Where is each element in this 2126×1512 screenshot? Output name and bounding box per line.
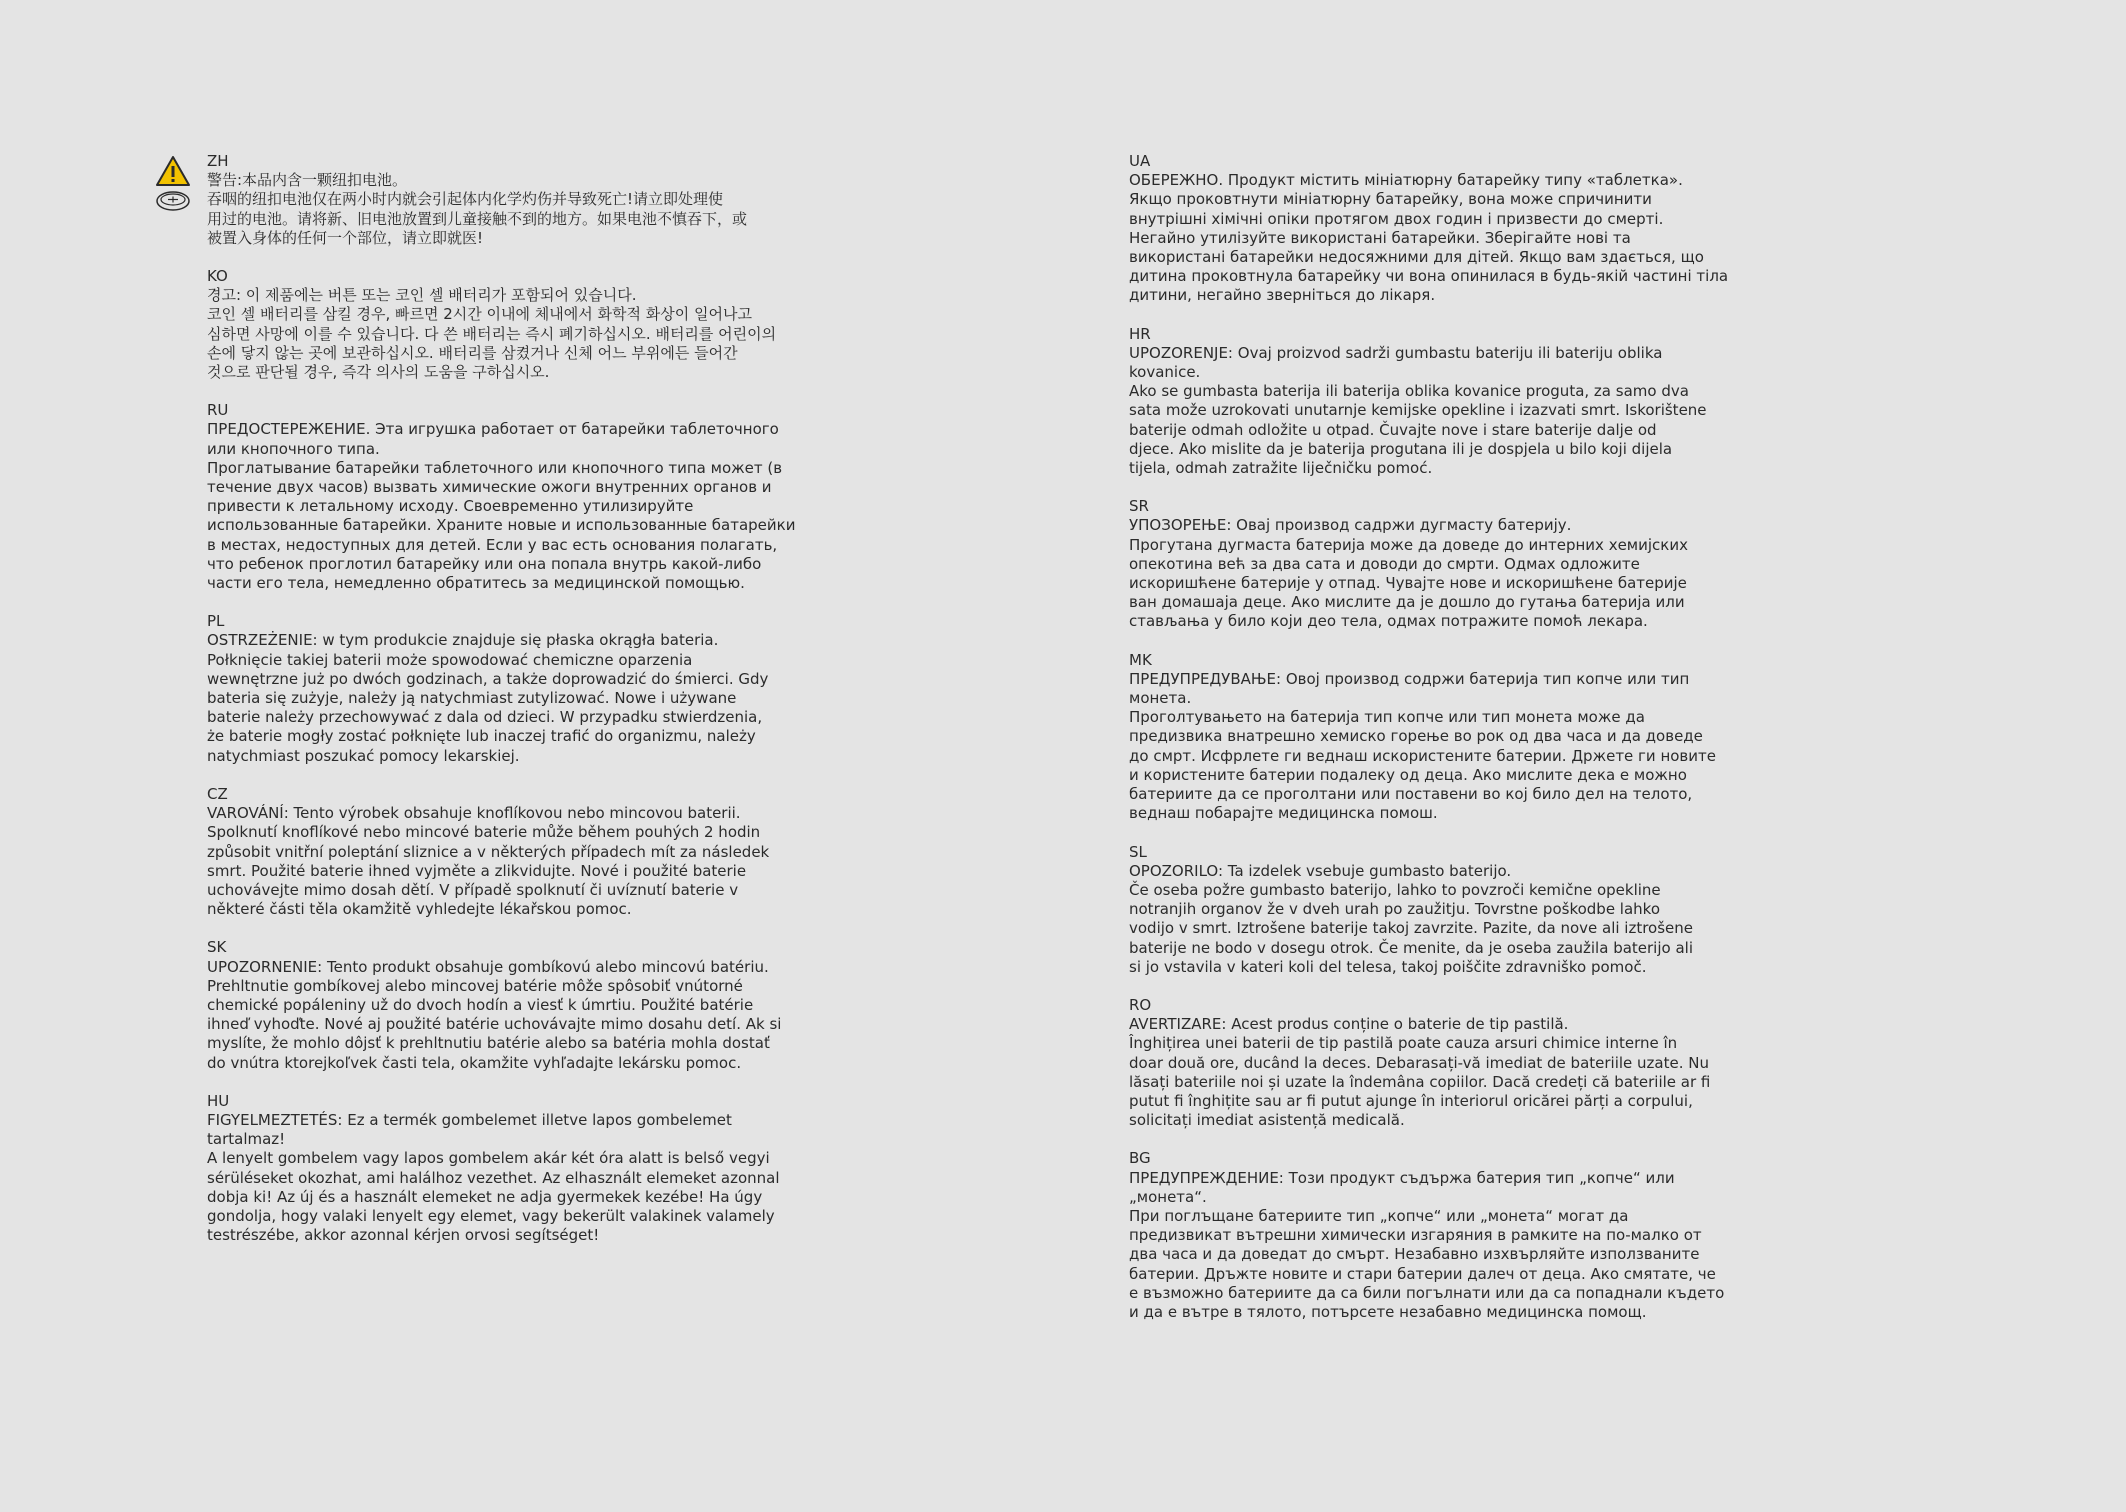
section-sr [1129, 497, 1769, 631]
section-mk [1129, 651, 1769, 824]
section-pl [207, 612, 847, 766]
language-code: SL [1129, 842, 1147, 861]
language-code: MK [1129, 650, 1152, 669]
section-hu [207, 1092, 847, 1246]
language-code: KO [207, 267, 228, 286]
warning-title: ПРЕДОСТЕРЕЖЕНИЕ. Эта игрушка работает от батарейки таблеточного или кнопочного типа. [207, 420, 779, 458]
section-sl [1129, 843, 1769, 977]
warning-body: Прогутана дугмаста батерија може да доведе до интерних хемијских опекотина већ за два сата и доводи до смрти. Одмах одложите искоришћене батерије у отпад. Чувајте нове и искоришћене батерије ван домашаја деце. Ако мислите да је дошло до гутања батерија или стављања у било који део тела, одмах потражите помоћ лекара. [1129, 535, 1688, 631]
warning-body: 吞咽的纽扣电池仅在两小时内就会引起体内化学灼伤并导致死亡!请立即处理使 用过的电池。请将新、旧电池放置到儿童接触不到的地方。如果电池不慎吞下，或 被置入身体的任何一个部位，请立即就医! [207, 190, 748, 247]
language-code: HU [207, 1091, 230, 1110]
section-ko [207, 267, 847, 382]
warning-title: УПОЗОРЕЊЕ: Овај производ садржи дугмасту батерију. [1129, 516, 1572, 535]
warning-title: VAROVÁNÍ: Tento výrobek obsahuje knoflíkovou nebo mincovou baterii. [207, 804, 741, 823]
warning-title: 경고: 이 제품에는 버튼 또는 코인 셀 배터리가 포함되어 있습니다. [207, 286, 637, 305]
warning-body: Înghițirea unei baterii de tip pastilă poate cauza arsuri chimice interne în doar două ore, ducând la deces. Debarasați-vă imediat de bateriile uzate. Nu lăsați bateriile noi și uzate la îndemâna copiilor. Dacă credeți că bateriile ar fi putut fi înghițite sau ar fi putut ajunge în interiorul oricărei părți a corpului, solicitați imediat asistență medicală. [1129, 1034, 1711, 1130]
language-code: PL [207, 612, 225, 631]
section-ua [1129, 152, 1769, 306]
language-code: RU [207, 401, 229, 420]
warning-body: При поглъщане батериите тип „копче“ или „монета“ могат да предизвикат вътрешни химически изгаряния в рамките на по-малко от два часа и да доведат до смърт. Незабавно изхвърляйте използваните батерии. Дръжте новите и стари батерии далеч от деца. Ако смятате, че е възможно батериите да са били погълнати или да са попаднали където и да е вътре в тялото, потърсете незабавно медицинска помощ. [1129, 1206, 1725, 1321]
warning-body: Ako se gumbasta baterija ili baterija oblika kovanice proguta, za samo dva sata može uzrokovati unutarnje kemijske opekline i izazvati smrt. Iskorištene baterije odmah odložite u otpad. Čuvajte nove i stare baterije dalje od djece. Ako mislite da je baterija progutana ili je dospjela u bilo koji dijela tijela, odmah zatražite liječničku pomoć. [1129, 382, 1707, 478]
warning-body: Połknięcie takiej baterii może spowodować chemiczne oparzenia wewnętrzne już po dwóch godzinach, a także doprowadzić do śmierci. Gdy bateria się zużyje, należy ją natychmiast zutylizować. Nowe i używane baterie należy przechowywać z dala od dzieci. W przypadku stwierdzenia, że baterie mogły zostać połknięte lub inaczej trafić do organizmu, należy natychmiast poszukać pomocy lekarskiej. [207, 650, 769, 765]
language-code: UA [1129, 152, 1151, 170]
warning-body: Проголтувањето на батерија тип копче или тип монета може да предизвика внатрешно хемиско горење во рок од два часа и да доведе до смрт. Исфрлете ги веднаш искористените батерии. Држете ги новите и користените батерии подалеку од деца. Ако мислите дека е можно батериите да се проголтани или поставени во кој било дел на телото, веднаш побарајте медицинска помош. [1129, 708, 1716, 823]
warning-title: ОБЕРЕЖНО. Продукт містить мініатюрну батарейку типу «таблетка». [1129, 171, 1683, 190]
language-code: BG [1129, 1149, 1151, 1168]
language-code: CZ [207, 784, 228, 803]
warning-body: Spolknutí knoflíkové nebo mincové baterie může během pouhých 2 hodin způsobit vnitřní poleptání sliznice a v některých případech mít za následek smrt. Použité baterie ihned vyjměte a zlikvidujte. Nové i použité baterie uchovávejte mimo dosah dětí. V případě spolknutí či uvíznutí baterie v některé části těla okamžitě vyhledejte lékařskou pomoc. [207, 823, 770, 919]
language-code: HR [1129, 324, 1151, 343]
warning-title: OSTRZEŻENIE: w tym produkcie znajduje się płaska okrągła bateria. [207, 631, 719, 650]
warning-triangle-icon [155, 155, 191, 187]
language-code: SR [1129, 497, 1149, 516]
left-column [207, 152, 847, 1264]
section-bg [1129, 1149, 1769, 1322]
right-column [1129, 152, 1769, 1341]
warning-title: UPOZORENJE: Ovaj proizvod sadrži gumbastu bateriju ili bateriju oblika kovanice. [1129, 343, 1663, 382]
warning-title: UPOZORNENIE: Tento produkt obsahuje gombíkovú alebo mincovú batériu. [207, 957, 769, 976]
language-code: RO [1129, 995, 1152, 1014]
warning-body: Če oseba požre gumbasto baterijo, lahko to povzroči kemične opekline notranjih organov že v dveh urah po zaužitju. Tovrstne poškodbe lahko vodijo v smrt. Iztrošene baterije takoj zavrzite. Pazite, da nove ali iztrošene baterije ne bodo v dosegu otrok. Če menite, da je oseba zaužila baterijo ali si jo vstavila v kateri koli del telesa, takoj poiščite zdravniško pomoč. [1129, 880, 1694, 976]
language-code: SK [207, 938, 227, 957]
warning-title: AVERTIZARE: Acest produs conține o baterie de tip pastilă. [1129, 1015, 1569, 1034]
coin-battery-icon [155, 190, 191, 212]
warning-body: Якщо проковтнути мініатюрну батарейку, вона може спричинити внутрішні хімічні опіки протягом двох годин і призвести до смерті. Негайно утилізуйте використані батарейки. Зберігайте нові та використані батарейки недосяжними для дітей. Якщо вам здається, що дитина проковтнула батарейку чи вона опинилася в будь-якій частині тіла дитини, негайно зверніться до лікаря. [1129, 190, 1729, 305]
warning-body: A lenyelt gombelem vagy lapos gombelem akár két óra alatt is belső vegyi sérüléseket okozhat, ami halálhoz vezethet. Az elhasznált elemeket azonnal dobja ki! Az új és a használt elemeket ne adja gyermekek kezébe! Ha úgy gondolja, hogy valaki lenyelt egy elemet, vagy bekerült valakinek valamely testrészébe, akkor azonnal kérjen orvosi segítséget! [207, 1149, 780, 1245]
warning-body: 코인 셀 배터리를 삼킬 경우, 빠르면 2시간 이내에 체내에서 화학적 화상이 일어나고 심하면 사망에 이를 수 있습니다. 다 쓴 배터리는 즉시 폐기하십시오. 배터리를 어린이의 손에 닿지 않는 곳에 보관하십시오. 배터리를 삼켰거나 신체 어느 부위에든 들어간 것으로 판단될 경우, 즉각 의사의 도움을 구하십시오. [207, 305, 777, 382]
warning-body: Проглатывание батарейки таблеточного или кнопочного типа может (в течение двух часов) вызвать химические ожоги внутренних органов и привести к летальному исходу. Своевременно утилизируйте использованные батарейки. Храните новые и использованные батарейки в местах, недоступных для детей. Если у вас есть основания полагать, что ребенок проглотил батарейку или она попала внутрь какой-либо части его тела, немедленно обратитесь за медицинской помощью. [207, 458, 796, 593]
warning-title: OPOZORILO: Ta izdelek vsebuje gumbasto baterijo. [1129, 861, 1512, 880]
warning-title: ПРЕДУПРЕЖДЕНИЕ: Този продукт съдържа батерия тип „копче“ или „монета“. [1129, 1168, 1675, 1206]
section-zh [207, 152, 847, 248]
language-code: ZH [207, 152, 229, 170]
warning-title: FIGYELMEZTETÉS: Ez a termék gombelemet illetve lapos gombelemet tartalmaz! [207, 1110, 732, 1149]
warning-body: Prehltnutie gombíkovej alebo mincovej batérie môže spôsobiť vnútorné chemické popáleniny už do dvoch hodín a viesť k úmrtiu. Použité batérie ihneď vyhoďte. Nové aj použité batérie uchovávajte mimo dosahu detí. Ak si myslíte, že mohlo dôjsť k prehltnutiu batérie alebo sa batéria mohla dostať do vnútra ktorejkoľvek časti tela, okamžite vyhľadajte lekársku pomoc. [207, 976, 782, 1072]
section-ru [207, 401, 847, 593]
section-cz [207, 785, 847, 919]
warning-title: ПРЕДУПРЕДУВАЊЕ: Овој производ содржи батерија тип копче или тип монета. [1129, 669, 1690, 708]
section-ro [1129, 996, 1769, 1130]
section-hr [1129, 325, 1769, 479]
safety-icons [155, 155, 191, 212]
warning-title: 警告:本品内含一颗纽扣电池。 [207, 171, 408, 190]
section-sk [207, 938, 847, 1072]
